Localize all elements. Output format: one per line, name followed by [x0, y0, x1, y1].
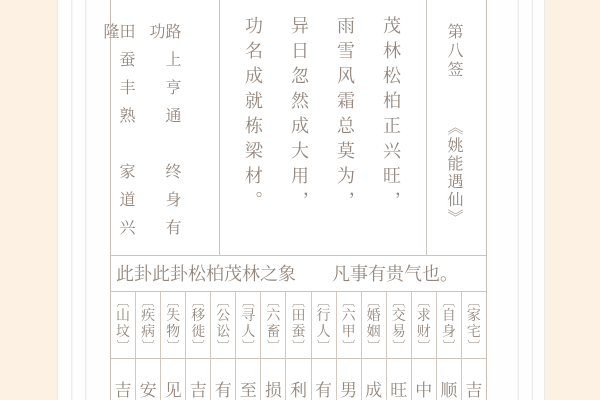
table-header-cell — [461, 292, 486, 358]
vertical-bracket-top-icon: ︹ — [467, 294, 481, 309]
vertical-bracket-bottom-icon: ︺ — [141, 339, 155, 355]
table-header-cell — [411, 292, 436, 358]
table-header-label: 移徙 — [191, 309, 206, 340]
table-header-label: 失物 — [166, 309, 181, 340]
vertical-bracket-bottom-icon: ︺ — [392, 339, 406, 355]
sign-summary: 此卦此卦松柏茂林之象 凡事有贵气也。 — [111, 255, 486, 291]
table-header-label: 田蚕 — [291, 309, 306, 340]
table-header-cell — [160, 292, 185, 358]
table-header-label: 寻人 — [241, 309, 256, 340]
vertical-bracket-bottom-icon: ︺ — [467, 339, 481, 355]
table-header-cell — [210, 292, 235, 358]
table-value-cell: 男 — [336, 359, 361, 400]
frame-ridge — [517, 0, 519, 400]
vertical-bracket-top-icon: ︹ — [266, 294, 280, 309]
table-value-cell: 有 — [210, 359, 235, 400]
table-header-cell — [311, 292, 336, 358]
vertical-bracket-bottom-icon: ︺ — [241, 339, 255, 355]
table-header-label: 家宅 — [466, 309, 481, 340]
table-header-label: 行人 — [316, 309, 331, 340]
table-header-label: 婚姻 — [366, 309, 381, 340]
side-phrase: 路上亨通 终身有功 — [147, 23, 180, 247]
poem-line: 异日忽然成大用， — [289, 16, 309, 216]
table-header-cell — [386, 292, 411, 358]
vertical-bracket-top-icon: ︹ — [342, 294, 356, 309]
vertical-bracket-bottom-icon: ︺ — [317, 339, 331, 355]
vertical-bracket-top-icon: ︹ — [392, 294, 406, 309]
table-value-cell: 中 — [411, 359, 436, 400]
table-header-label: 求财 — [416, 309, 431, 340]
table-header-cell — [285, 292, 310, 358]
vertical-bracket-top-icon: ︹ — [216, 294, 230, 309]
fortune-table-value-row — [111, 358, 486, 400]
sign-top-section — [101, 0, 486, 255]
vertical-bracket-top-icon: ︹ — [241, 294, 255, 309]
table-value-cell: 吉 — [461, 359, 486, 400]
table-header-cell — [135, 292, 160, 358]
table-value-cell: 有 — [311, 359, 336, 400]
table-header-label: 六畜 — [266, 309, 281, 340]
vertical-bracket-bottom-icon: ︺ — [417, 339, 431, 355]
vertical-bracket-top-icon: ︹ — [367, 294, 381, 309]
vertical-bracket-bottom-icon: ︺ — [442, 339, 456, 355]
vertical-bracket-bottom-icon: ︺ — [191, 339, 205, 355]
table-value-cell: 见 — [160, 359, 185, 400]
vertical-bracket-bottom-icon: ︺ — [216, 339, 230, 355]
frame-ridge — [71, 0, 73, 400]
table-header-cell — [185, 292, 210, 358]
vertical-bracket-top-icon: ︹ — [417, 294, 431, 309]
table-header-label: 山坟 — [116, 309, 131, 340]
table-header-label: 六甲 — [341, 309, 356, 340]
frame-ridge — [85, 0, 87, 400]
vertical-bracket-top-icon: ︹ — [317, 294, 331, 309]
table-header-cell — [111, 292, 135, 358]
vertical-bracket-bottom-icon: ︺ — [166, 339, 180, 355]
vertical-bracket-top-icon: ︹ — [191, 294, 205, 309]
vertical-bracket-bottom-icon: ︺ — [116, 339, 130, 355]
table-header-cell — [336, 292, 361, 358]
vertical-bracket-bottom-icon: ︺ — [266, 339, 280, 355]
table-header-label: 公讼 — [216, 309, 231, 340]
vertical-bracket-top-icon: ︹ — [141, 294, 155, 309]
fortune-table-header-row — [111, 291, 486, 358]
table-value-cell: 安 — [135, 359, 160, 400]
table-header-cell — [436, 292, 461, 358]
table-value-cell: 吉 — [114, 381, 132, 400]
sign-number: 第八签 — [445, 23, 462, 80]
poem-line: 功名成就栋梁材。 — [243, 16, 263, 216]
table-header-label: 疾病 — [141, 309, 156, 340]
table-value-cell: 吉 — [185, 359, 210, 400]
sign-title-block — [426, 0, 486, 255]
table-header-cell — [260, 292, 285, 358]
vertical-bracket-bottom-icon: ︺ — [291, 339, 305, 355]
table-header-label: 交易 — [391, 309, 406, 340]
table-value-cell: 旺 — [386, 359, 411, 400]
fortune-card — [101, 0, 487, 400]
vertical-bracket-bottom-icon: ︺ — [367, 339, 381, 355]
vertical-bracket-top-icon: ︹ — [166, 294, 180, 309]
table-header-cell — [361, 292, 386, 358]
vertical-bracket-bottom-icon: ︺ — [342, 339, 356, 355]
side-phrase: 田蚕丰熟 家道兴隆 — [101, 23, 134, 247]
table-header-cell — [235, 292, 260, 358]
sign-poem — [219, 0, 426, 255]
side-phrases — [101, 0, 219, 255]
table-value-cell: 成 — [361, 359, 386, 400]
table-value-cell: 损 — [260, 359, 285, 400]
frame-ridge — [531, 0, 533, 400]
table-value-cell: 利 — [285, 359, 310, 400]
table-header-label: 自身 — [441, 309, 456, 340]
poem-line: 雨雪风霜总莫为， — [335, 16, 355, 216]
table-value-cell: 顺 — [436, 359, 461, 400]
poem-line: 茂林松柏正兴旺， — [381, 16, 401, 216]
vertical-bracket-top-icon: ︹ — [116, 294, 130, 309]
vertical-bracket-top-icon: ︹ — [442, 294, 456, 309]
vertical-bracket-top-icon: ︹ — [291, 294, 305, 309]
table-value-cell: 至 — [235, 359, 260, 400]
sign-title: 《姚能遇仙》 — [445, 119, 462, 227]
